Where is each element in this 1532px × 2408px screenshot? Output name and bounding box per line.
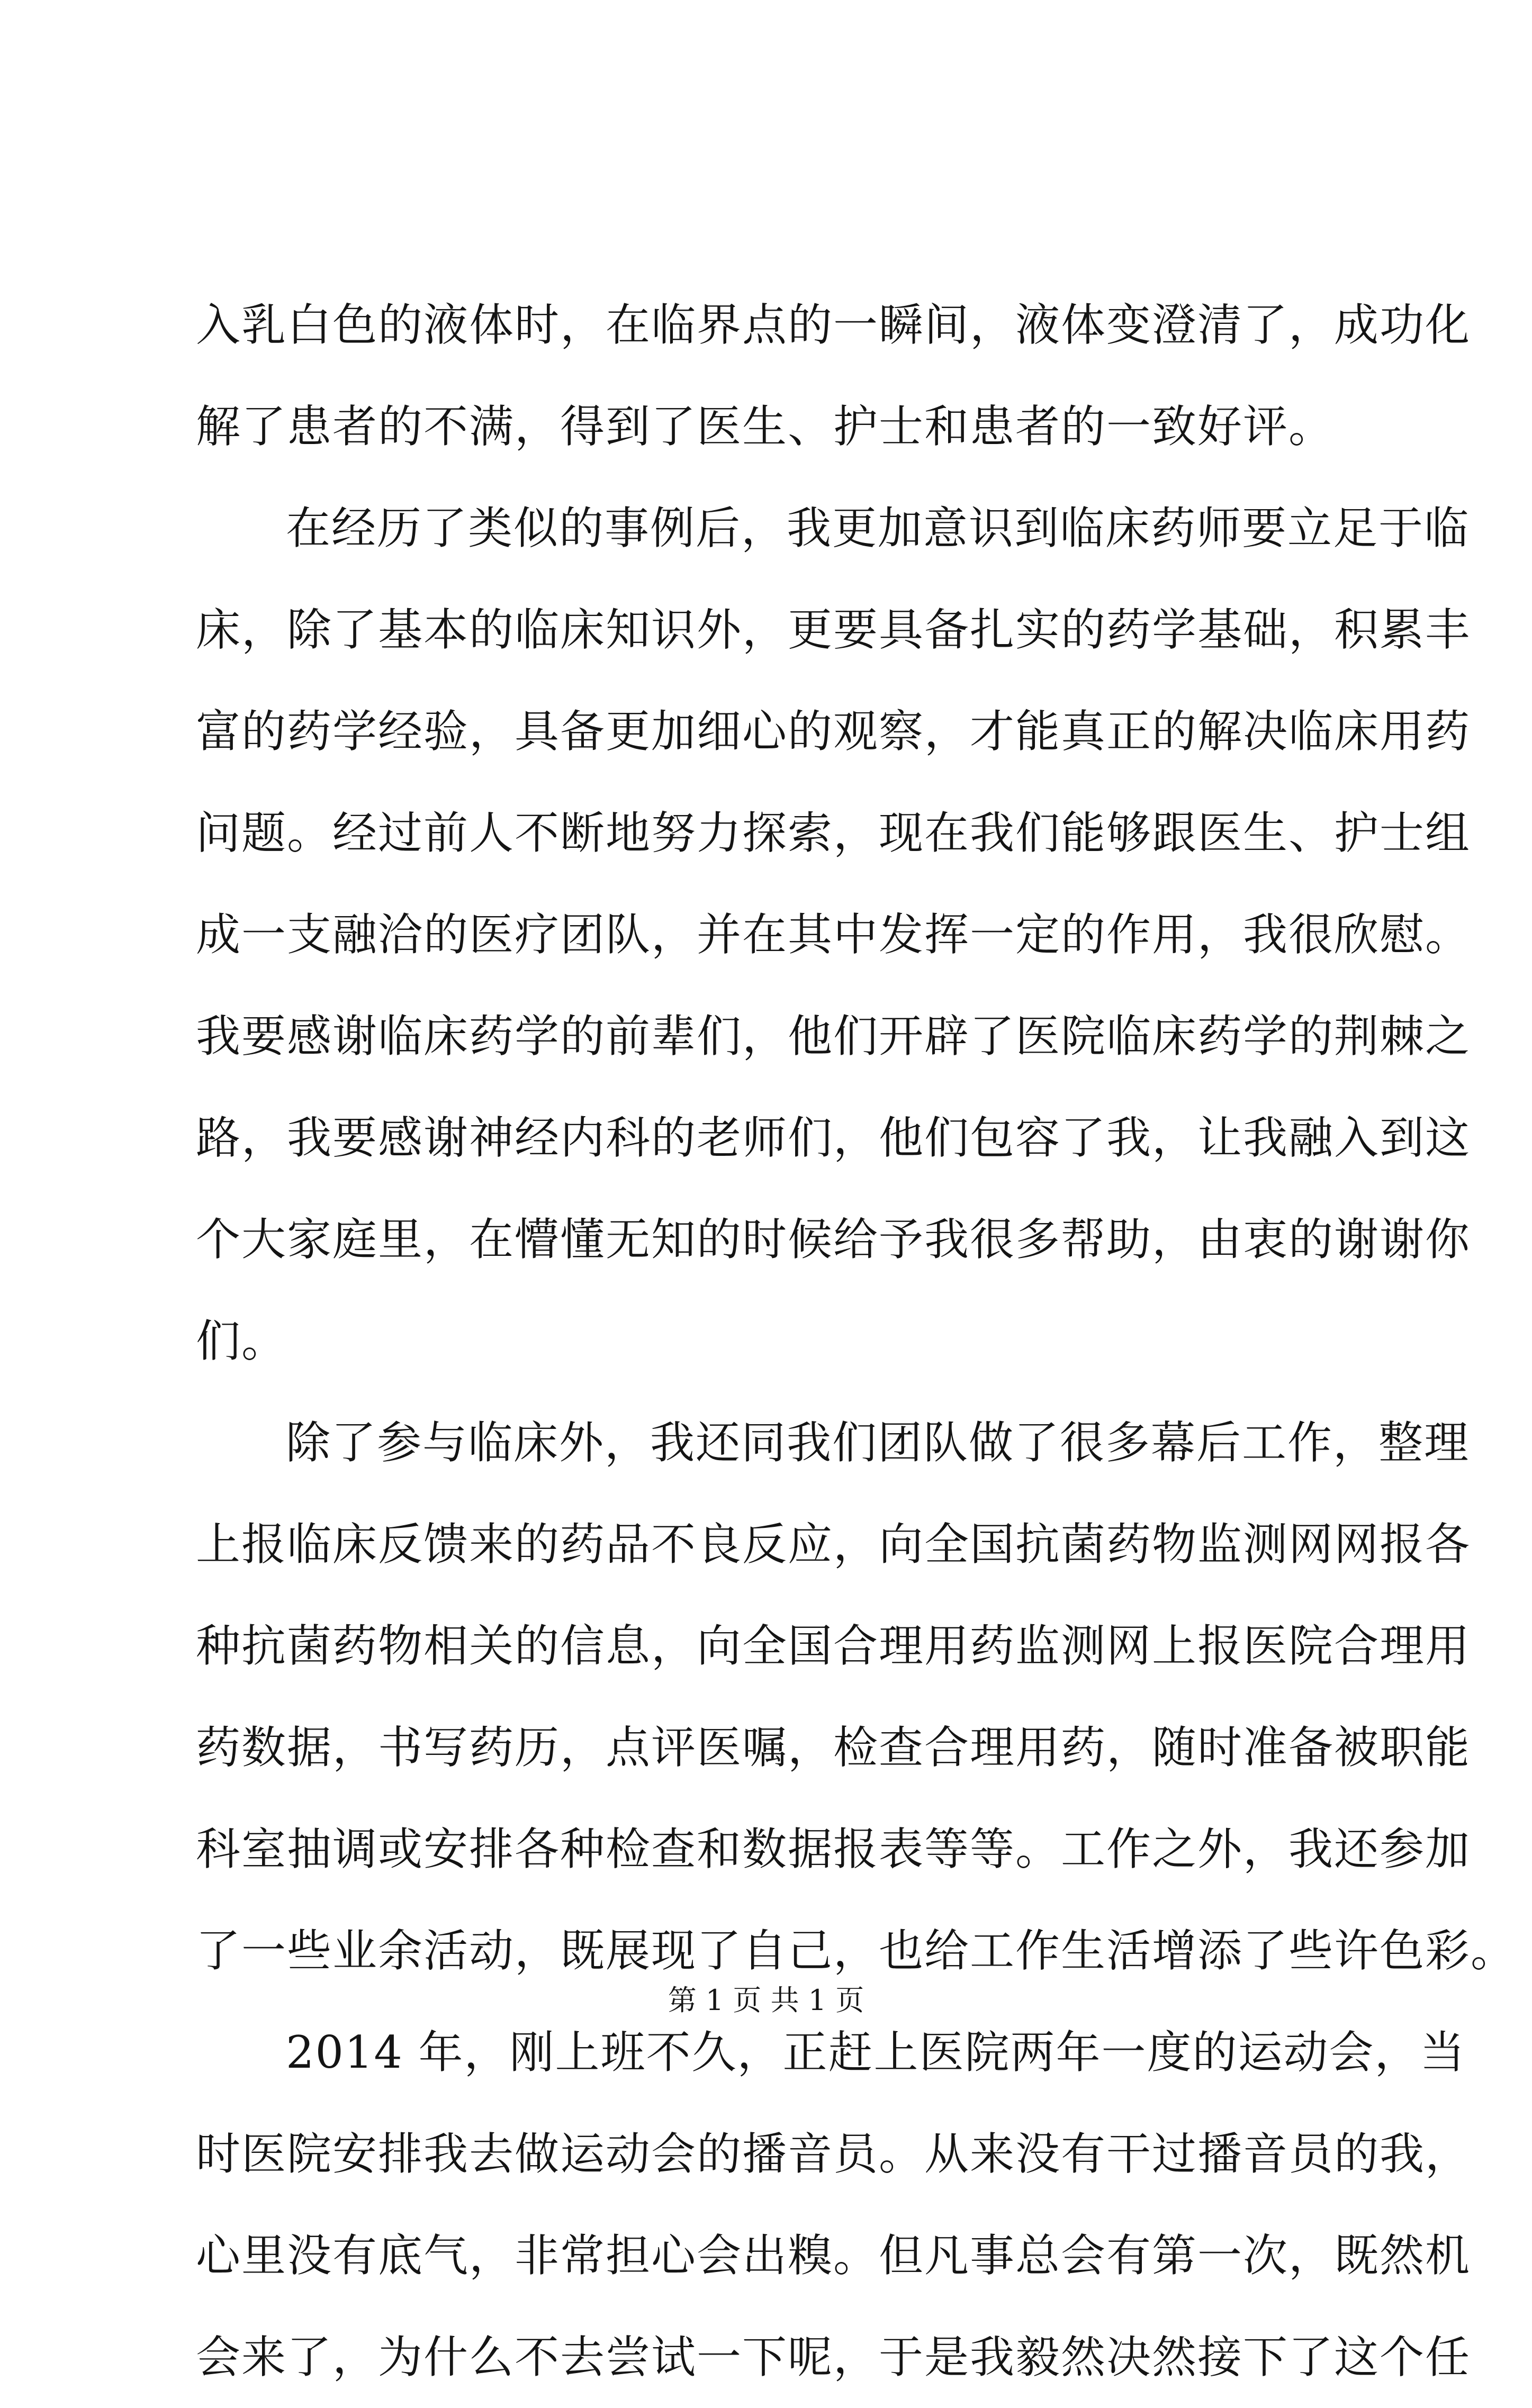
text-line: 成一支融洽的医疗团队，并在其中发挥一定的作用，我很欣慰。 [196, 909, 1471, 961]
text-line: 解了患者的不满，得到了医生、护士和患者的一致好评。 [196, 401, 1335, 452]
text-line: 除了参与临床外，我还同我们团队做了很多幕后工作，整理 [286, 1417, 1470, 1469]
text-line: 在经历了类似的事例后，我更加意识到临床药师要立足于临 [286, 502, 1470, 554]
text-line: 种抗菌药物相关的信息，向全国合理用药监测网上报医院合理用 [196, 1620, 1471, 1672]
body-text [196, 274, 1517, 2408]
paragraph [196, 2002, 1471, 2408]
text-line: 上报临床反馈来的药品不良反应，向全国抗菌药物监测网网报各 [196, 1518, 1471, 1570]
text-line: 们。 [196, 1315, 287, 1367]
text-line: 问题。经过前人不断地努力探索，现在我们能够跟医生、护士组 [196, 807, 1471, 859]
text-line: 2014 年，刚上班不久，正赶上医院两年一度的运动会，当 [286, 2026, 1466, 2078]
text-line: 会来了，为什么不去尝试一下呢，于是我毅然决然接下了这个任 [196, 2331, 1471, 2383]
paragraph [196, 477, 1471, 1392]
paragraph [196, 274, 1471, 477]
text-line: 床，除了基本的临床知识外，更要具备扎实的药学基础，积累丰 [196, 604, 1471, 656]
paragraph [196, 1392, 1517, 2002]
text-line: 富的药学经验，具备更加细心的观察，才能真正的解决临床用药 [196, 705, 1471, 757]
text-line: 我要感谢临床药学的前辈们，他们开辟了医院临床药学的荆棘之 [196, 1010, 1471, 1062]
text-line: 时医院安排我去做运动会的播音员。从来没有干过播音员的我， [196, 2128, 1471, 2180]
text-line: 科室抽调或安排各种检查和数据报表等等。工作之外，我还参加 [196, 1823, 1471, 1875]
text-line: 个大家庭里，在懵懂无知的时候给予我很多帮助，由衷的谢谢你 [196, 1214, 1471, 1265]
text-line: 路，我要感谢神经内科的老师们，他们包容了我，让我融入到这 [196, 1112, 1471, 1164]
text-line: 药数据，书写药历，点评医嘱，检查合理用药，随时准备被职能 [196, 1722, 1471, 1773]
page-footer: 第 1 页 共 1 页 [668, 1984, 864, 2017]
text-line: 了一些业余活动，既展现了自己，也给工作生活增添了些许色彩。 [196, 1925, 1517, 1977]
text-line: 心里没有底气，非常担心会出糗。但凡事总会有第一次，既然机 [196, 2230, 1471, 2282]
text-line: 入乳白色的液体时，在临界点的一瞬间，液体变澄清了，成功化 [196, 299, 1471, 351]
